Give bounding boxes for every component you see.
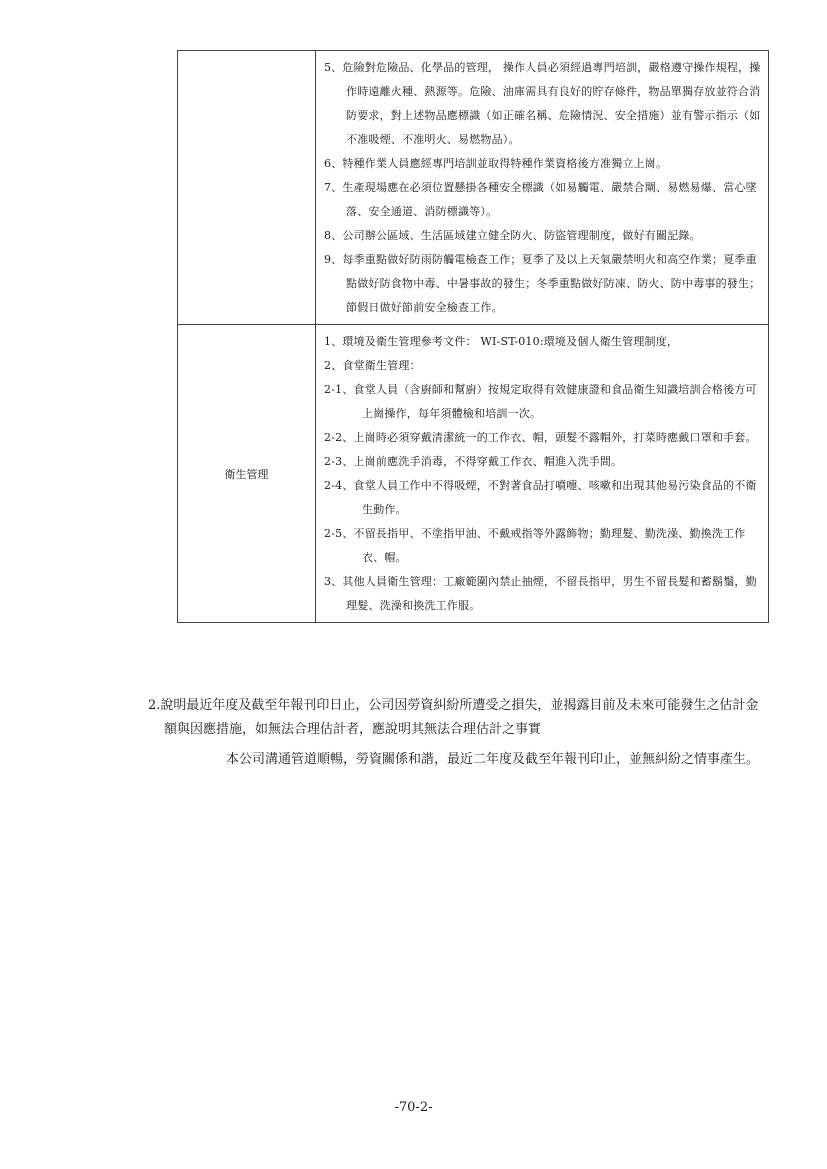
list-item: 2-1、食堂人員（含廚師和幫廚）按規定取得有效健康證和食品衛生知識培訓合格後方可上崗操作，每年須體檢和培訓一次。: [324, 383, 757, 420]
page-number: -70-2-: [394, 1100, 433, 1115]
list-item: 3、其他人員衛生管理：工廠範圍內禁止抽煙，不留長指甲，男生不留長髮和蓄鬍鬚，勤理髮、洗澡和換洗工作服。: [324, 575, 757, 612]
list-item: 5、危險對危險品、化學品的管理， 操作人員必須經過專門培訓，嚴格遵守操作規程，操作時遠離火種、熱源等。危險、油庫需具有良好的貯存條件，物品單獨存放並符合消防要求，對上述物品應標識（如正確名稱、危險情況、安全措施）並有警示指示（如不准吸煙、不准明火、易燃物品）。: [324, 61, 761, 146]
section-question: 2.說明最近年度及截至年報刊印日止，公司因勞資糾紛所遭受之損失，並揭露目前及未來可能發生之估計金額與因應措施，如無法合理估計者，應說明其無法合理估計之事實: [148, 698, 759, 737]
content-cell: [316, 325, 769, 623]
list-item: 1、環境及衛生管理參考文件： WI-ST-010:環境及個人衛生管理制度，: [324, 335, 679, 348]
category-cell: 衛生管理: [178, 325, 316, 623]
section-answer: 本公司溝通管道順暢，勞資關係和諧，最近二年度及截至年報刊印止，並無糾紛之情事產生。: [226, 752, 760, 767]
category-cell: [178, 51, 316, 325]
list-item: 8、公司辦公區域、生活區域建立健全防火、防盜管理制度，做好有關記錄。: [324, 229, 701, 242]
list-item: 2、食堂衛生管理：: [324, 359, 421, 372]
list-item: 2-5、不留長指甲、不塗指甲油、不戴戒指等外露飾物；勤理髮、勤洗澡、勤換洗工作衣、帽。: [324, 527, 746, 564]
table-row: [178, 325, 769, 623]
policy-table: [177, 50, 769, 623]
list-item: 2-3、上崗前應洗手消毒，不得穿戴工作衣、帽進入洗手間。: [324, 455, 623, 468]
list-item: 2-4、食堂人員工作中不得吸煙，不對著食品打噴嚏、咳嗽和出現其他易污染食品的不衛生動作。: [324, 479, 757, 516]
table-row: [178, 51, 769, 325]
list-item: 6、特種作業人員應經專門培訓並取得特種作業資格後方准獨立上崗。: [324, 157, 668, 170]
labor-dispute-section: [148, 694, 760, 772]
content-cell: [316, 51, 769, 325]
list-item: 9、每季重點做好防雨防觸電檢查工作；夏季了及以上天氣嚴禁明火和高空作業；夏季重點做好防食物中毒、中暑事故的發生；冬季重點做好防凍、防火、防中毒事的發生；節假日做好節前安全檢查工作。: [324, 253, 761, 314]
list-item: 2-2、上崗時必須穿戴清潔統一的工作衣、帽，頭髮不露帽外，打菜時應戴口罩和手套。: [324, 431, 757, 444]
list-item: 7、生產現場應在必須位置懸掛各種安全標識（如易觸電、嚴禁合閘、易燃易爆、當心墜落、安全通道、消防標識等）。: [324, 181, 757, 218]
